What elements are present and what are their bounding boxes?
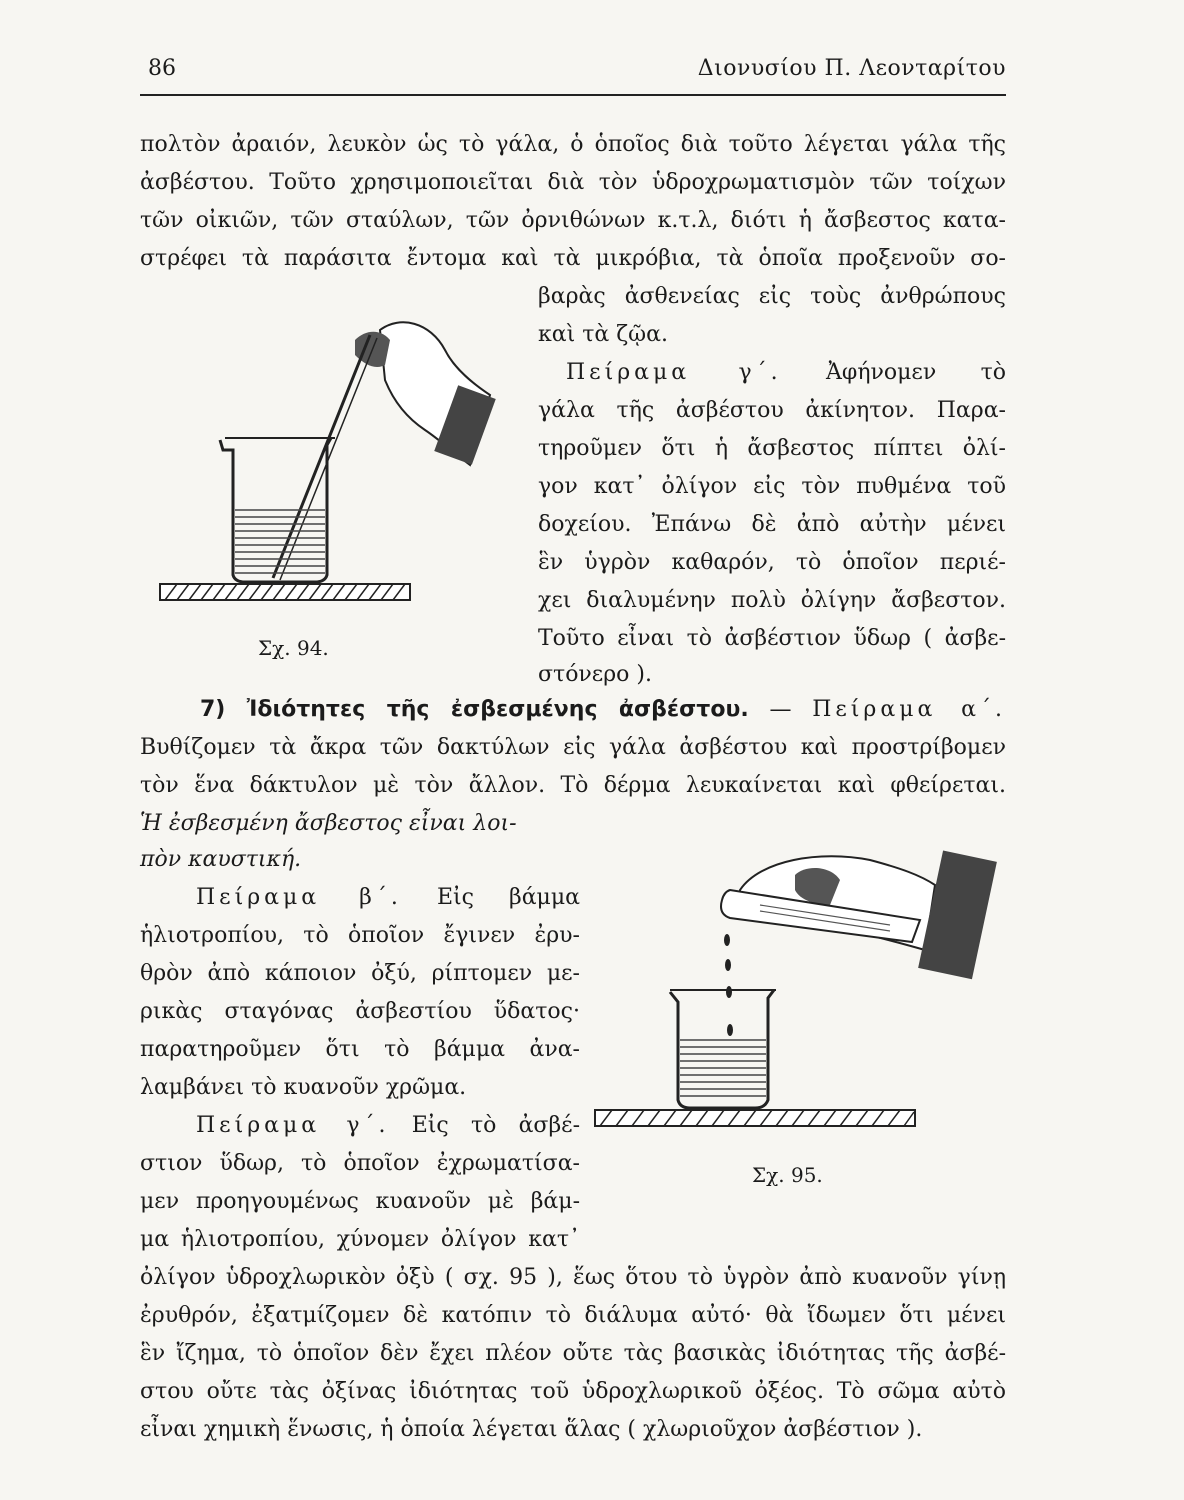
figure-94-beaker-stirring [155, 310, 515, 610]
text-line: στόνερο ). [538, 662, 652, 687]
text-line: πολτὸν ἀραιόν, λευκὸν ὡς τὸ γάλα, ὁ ὁποῖος διὰ τοῦτο λέγεται γάλα τῆς [140, 132, 1006, 157]
text-line: παρατηροῦμεν ὅτι τὸ βάμμα ἀνα- [140, 1037, 580, 1062]
text-line: ἐρυθρόν, ἐξατμίζομεν δὲ κατόπιν τὸ διάλυμα αὐτό· θὰ ἴδωμεν ὅτι μένει [140, 1303, 1006, 1328]
text-line: μεν προηγουμένως κυανοῦν μὲ βάμ- [140, 1189, 580, 1214]
text-line: ἓν ἴζημα, τὸ ὁποῖον δὲν ἔχει πλέον οὔτε τὰς βασικὰς ἰδιότητας τῆς ἀσβέ- [140, 1341, 1006, 1366]
text-line: ρικὰς σταγόνας ἀσβεστίου ὕδατος· [140, 999, 580, 1024]
text-line: γον κατ᾽ ὀλίγον εἰς τὸν πυθμένα τοῦ [538, 474, 1006, 499]
text-span: Εἰς βάμμα [436, 885, 581, 910]
text-line: λαμβάνει τὸ κυανοῦν χρῶμα. [140, 1075, 467, 1100]
figure-95-pouring-into-beaker [590, 830, 1010, 1150]
text-line: ἓν ὑγρὸν καθαρόν, τὸ ὁποῖον περιέ- [538, 550, 1006, 575]
text-line: ὀλίγον ὑδροχλωρικὸν ὀξὺ ( σχ. 95 ), ἕως ὅτου τὸ ὑγρὸν ἀπὸ κυανοῦν γίνῃ [140, 1265, 1006, 1290]
experiment-label: Πείραμα γ΄. [566, 360, 782, 385]
section-heading: 7) Ἰδιότητες τῆς ἐσβεσμένης ἀσβέστου. [200, 697, 749, 722]
experiment-label: Πείραμα γ΄. [196, 1113, 390, 1138]
text-line [140, 883, 580, 913]
text-line: πὸν καυστική. [140, 847, 302, 872]
text-line: στρέφει τὰ παράσιτα ἔντομα καὶ τὰ μικρόβια, τὰ ὁποῖα προξενοῦν σο- [140, 246, 1006, 271]
page-number: 86 [148, 56, 176, 81]
text-line: Τοῦτο εἶναι τὸ ἀσβέστιον ὕδωρ ( ἀσβε- [538, 626, 1006, 651]
text-line: Βυθίζομεν τὰ ἄκρα τῶν δακτύλων εἰς γάλα ἀσβέστου καὶ προστρίβομεν [140, 735, 1006, 760]
figure-95-caption: Σχ. 95. [752, 1163, 823, 1187]
text-line: μα ἡλιοτροπίου, χύνομεν ὀλίγον κατ᾽ [140, 1227, 580, 1252]
text-line: τηροῦμεν ὅτι ἡ ἄσβεστος πίπτει ὀλί- [538, 436, 1006, 461]
text-line: εἶναι χημικὴ ἕνωσις, ἡ ὁποία λέγεται ἅλας ( χλωριοῦχον ἀσβέστιον ). [140, 1417, 923, 1442]
text-line: στιον ὕδωρ, τὸ ὁποῖον ἐχρωματίσα- [140, 1151, 580, 1176]
text-line: τὸν ἕνα δάκτυλον μὲ τὸν ἄλλον. Τὸ δέρμα λευκαίνεται καὶ φθείρεται. [140, 773, 1006, 798]
text-line: Ἡ ἐσβεσμένη ἄσβεστος εἶναι λοι- [140, 811, 517, 836]
section-heading-line [200, 695, 1006, 725]
text-line: τῶν οἰκιῶν, τῶν σταύλων, τῶν ὀρνιθώνων κ.τ.λ, διότι ἡ ἄσβεστος κατα- [140, 208, 1006, 233]
text-line: καὶ τὰ ζῷα. [538, 322, 668, 347]
experiment-label: Πείραμα β΄. [196, 885, 402, 910]
text-line: στου οὔτε τὰς ὀξίνας ἰδιότητας τοῦ ὑδροχλωρικοῦ ὀξέος. Τὸ σῶμα αὐτὸ [140, 1379, 1006, 1404]
text-line: χει διαλυμένην πολὺ ὀλίγην ἄσβεστον. [538, 588, 1006, 613]
text-line: θρὸν ἀπὸ κάποιον ὀξύ, ρίπτομεν με- [140, 961, 580, 986]
text-line: ἀσβέστου. Τοῦτο χρησιμοποιεῖται διὰ τὸν ὑδροχρωματισμὸν τῶν τοίχων [140, 170, 1006, 195]
running-title: Διονυσίου Π. Λεονταρίτου [697, 56, 1006, 81]
text-line: γάλα τῆς ἀσβέστου ἀκίνητον. Παρα- [538, 398, 1006, 423]
experiment-label: Πείραμα α΄. [812, 697, 1006, 722]
text-span: Εἰς τὸ ἀσβέ- [411, 1113, 580, 1138]
dash: — [769, 697, 792, 722]
page-header [140, 50, 1006, 96]
text-span: Ἀφήνομεν τὸ [826, 360, 1006, 385]
figure-94-caption: Σχ. 94. [258, 636, 329, 660]
text-line: βαρὰς ἀσθενείας εἰς τοὺς ἀνθρώπους [538, 284, 1006, 309]
text-line [140, 1111, 580, 1141]
text-line [538, 358, 1006, 388]
text-line: δοχείου. Ἐπάνω δὲ ἀπὸ αὐτὴν μένει [538, 512, 1006, 537]
text-line: ἡλιοτροπίου, τὸ ὁποῖον ἔγινεν ἐρυ- [140, 923, 580, 948]
